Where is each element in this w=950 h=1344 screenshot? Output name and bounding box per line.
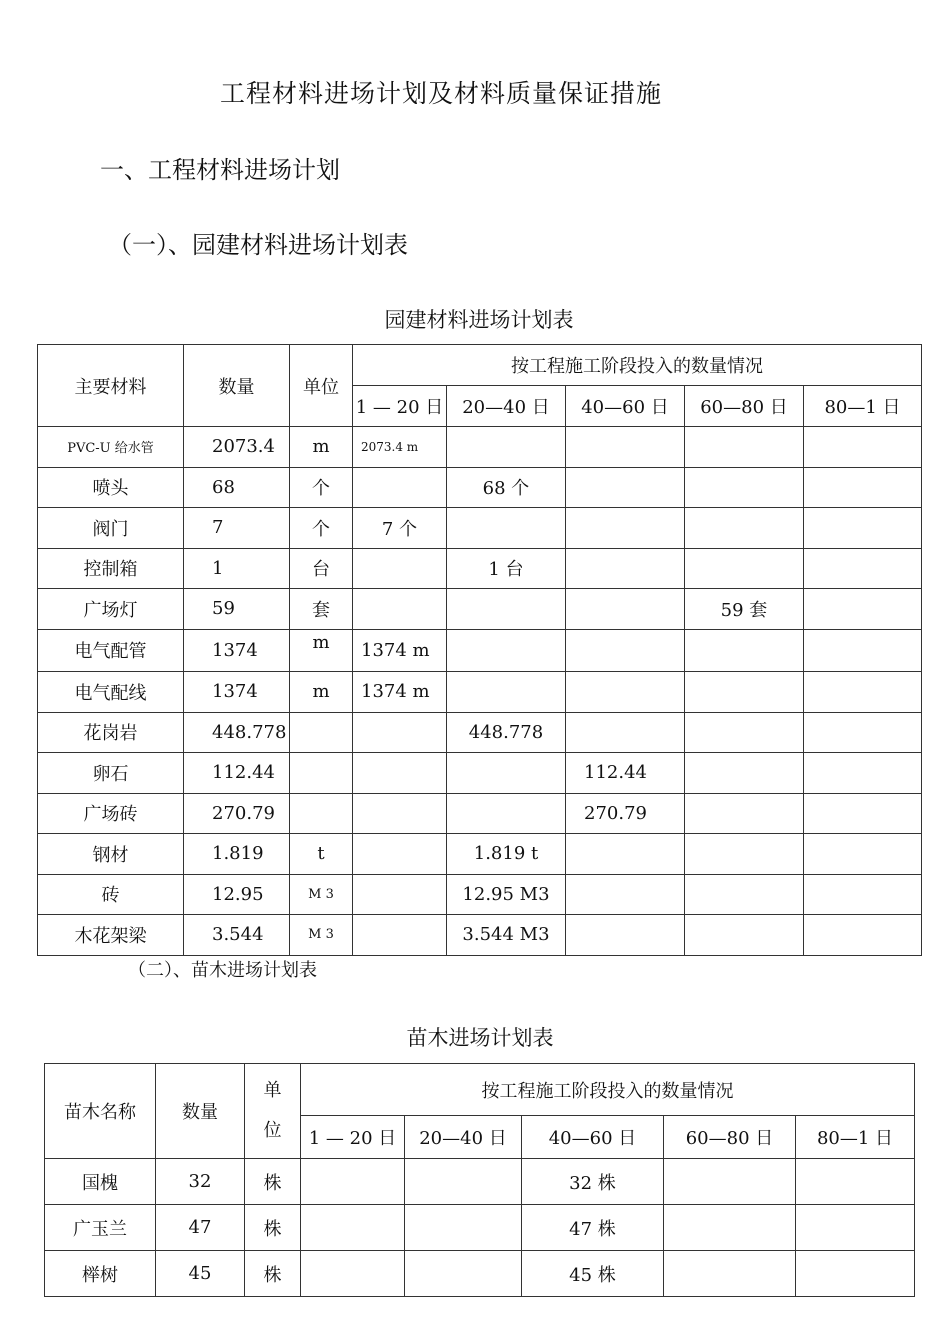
stage-value: 448.778 [447,712,566,753]
header-stage-5: 80—1 日 [804,386,922,427]
table-row [38,467,922,508]
material-qty: 1374 [184,629,290,672]
stage-value [566,629,685,672]
stage-value [447,672,566,713]
stage-value: 1374 m [353,672,447,713]
header-stage-2: 20—40 日 [405,1116,522,1159]
stage-value [804,793,922,834]
plant-qty: 47 [156,1205,245,1251]
material-unit: 台 [290,548,353,589]
material-qty: 59 [184,589,290,630]
stage-value [301,1159,405,1205]
stage-value [664,1205,796,1251]
header-stage-3: 40—60 日 [566,386,685,427]
table2-caption: 苗木进场计划表 [406,1026,554,1050]
landscape-materials-table [37,344,922,956]
stage-value [804,508,922,549]
stage-value: 59 套 [685,589,804,630]
header-stage-1: 1 — 20 日 [301,1116,405,1159]
material-qty: 2073.4 [184,427,290,468]
stage-value [685,712,804,753]
material-qty: 270.79 [184,793,290,834]
plant-unit: 株 [245,1251,301,1297]
subsection-heading-1: （一）、园建材料进场计划表 [108,231,408,259]
material-name: 喷头 [38,467,184,508]
stage-value [804,427,922,468]
table-row [38,427,922,468]
stage-value [353,712,447,753]
table-row [38,753,922,794]
material-qty: 448.778 [184,712,290,753]
stage-value [566,467,685,508]
table-row [38,834,922,875]
stage-value [804,712,922,753]
stage-value: 1374 m [353,629,447,672]
nursery-plants-table [44,1063,915,1297]
section-heading-1: 一、工程材料进场计划 [100,156,340,184]
table-row [38,874,922,915]
stage-value [685,508,804,549]
material-unit [290,793,353,834]
stage-value [664,1251,796,1297]
stage-value [447,427,566,468]
plant-name: 广玉兰 [45,1205,156,1251]
table-row [38,793,922,834]
plant-unit: 株 [245,1159,301,1205]
material-name: 控制箱 [38,548,184,589]
stage-value [566,712,685,753]
material-unit: 套 [290,589,353,630]
header-material: 主要材料 [38,345,184,427]
material-qty: 112.44 [184,753,290,794]
material-qty: 7 [184,508,290,549]
table-row [38,915,922,956]
stage-value [804,629,922,672]
header-stage-1: 1 — 20 日 [353,386,447,427]
stage-value [685,793,804,834]
table-row [45,1251,915,1297]
material-qty: 1374 [184,672,290,713]
material-unit: 个 [290,508,353,549]
header-stage-5: 80—1 日 [796,1116,915,1159]
material-unit: 个 [290,467,353,508]
material-name: 广场灯 [38,589,184,630]
stage-value [447,793,566,834]
stage-value [353,548,447,589]
plant-qty: 45 [156,1251,245,1297]
stage-value [353,793,447,834]
stage-value [566,915,685,956]
table-row [38,508,922,549]
stage-value [685,467,804,508]
table-row [38,672,922,713]
header-unit-top: 单 [263,1080,282,1101]
stage-value: 47 株 [522,1205,664,1251]
material-unit [290,753,353,794]
header-quantity: 数量 [184,345,290,427]
stage-value [566,508,685,549]
table-row [38,629,922,672]
stage-value: 68 个 [447,467,566,508]
stage-value [353,915,447,956]
stage-value [685,915,804,956]
stage-value: 1 台 [447,548,566,589]
material-unit: m [290,427,353,468]
material-name: 钢材 [38,834,184,875]
stage-value [353,467,447,508]
material-name: 电气配线 [38,672,184,713]
stage-value [796,1159,915,1205]
stage-value [685,753,804,794]
material-unit: M 3 [290,915,353,956]
stage-value [685,874,804,915]
stage-value [405,1205,522,1251]
material-unit: m [290,672,353,713]
material-name: 花岗岩 [38,712,184,753]
material-qty: 12.95 [184,874,290,915]
header-stage-group: 按工程施工阶段投入的数量情况 [353,345,922,386]
table-row [45,1159,915,1205]
material-name: 广场砖 [38,793,184,834]
stage-value [804,589,922,630]
stage-value [301,1205,405,1251]
material-unit: M 3 [290,874,353,915]
header-stage-group: 按工程施工阶段投入的数量情况 [301,1064,915,1116]
plant-name: 榉树 [45,1251,156,1297]
subsection-heading-2: （二）、苗木进场计划表 [128,960,317,981]
stage-value [804,874,922,915]
table-row [45,1205,915,1251]
header-quantity: 数量 [156,1064,245,1159]
stage-value [447,629,566,672]
stage-value: 3.544 M3 [447,915,566,956]
material-name: PVC-U 给水管 [38,427,184,468]
material-qty: 3.544 [184,915,290,956]
header-plant-name: 苗木名称 [45,1064,156,1159]
material-name: 电气配管 [38,629,184,672]
stage-value [804,548,922,589]
header-stage-2: 20—40 日 [447,386,566,427]
table1-caption: 园建材料进场计划表 [384,308,574,332]
plant-name: 国槐 [45,1159,156,1205]
material-name: 阀门 [38,508,184,549]
stage-value [664,1159,796,1205]
stage-value [353,589,447,630]
stage-value: 45 株 [522,1251,664,1297]
stage-value [804,915,922,956]
stage-value: 1.819 t [447,834,566,875]
stage-value: 112.44 [566,753,685,794]
table-row [38,548,922,589]
header-stage-4: 60—80 日 [685,386,804,427]
stage-value [447,508,566,549]
stage-value [685,548,804,589]
header-stage-4: 60—80 日 [664,1116,796,1159]
header-stage-3: 40—60 日 [522,1116,664,1159]
stage-value [804,467,922,508]
stage-value: 270.79 [566,793,685,834]
stage-value [685,629,804,672]
stage-value [685,834,804,875]
document-title: 工程材料进场计划及材料质量保证措施 [220,79,663,108]
stage-value [566,589,685,630]
stage-value [353,874,447,915]
table-row [38,589,922,630]
stage-value [566,427,685,468]
material-unit: m [290,629,353,672]
stage-value [566,834,685,875]
material-qty: 1.819 [184,834,290,875]
stage-value [353,753,447,794]
stage-value [447,589,566,630]
stage-value [796,1205,915,1251]
plant-qty: 32 [156,1159,245,1205]
stage-value [804,753,922,794]
header-unit [245,1064,301,1159]
stage-value [447,753,566,794]
material-unit: t [290,834,353,875]
stage-value [405,1251,522,1297]
stage-value: 32 株 [522,1159,664,1205]
stage-value [685,427,804,468]
stage-value [405,1159,522,1205]
material-qty: 1 [184,548,290,589]
stage-value [566,672,685,713]
stage-value: 12.95 M3 [447,874,566,915]
material-name: 卵石 [38,753,184,794]
stage-value [685,672,804,713]
stage-value: 7 个 [353,508,447,549]
table-row [38,712,922,753]
stage-value [566,548,685,589]
stage-value: 2073.4 m [353,427,447,468]
stage-value [804,672,922,713]
material-unit [290,712,353,753]
plant-unit: 株 [245,1205,301,1251]
header-unit: 单位 [290,345,353,427]
stage-value [301,1251,405,1297]
material-name: 砖 [38,874,184,915]
stage-value [566,874,685,915]
stage-value [353,834,447,875]
material-name: 木花架梁 [38,915,184,956]
stage-value [804,834,922,875]
header-unit-bottom: 位 [263,1120,282,1141]
stage-value [796,1251,915,1297]
material-qty: 68 [184,467,290,508]
